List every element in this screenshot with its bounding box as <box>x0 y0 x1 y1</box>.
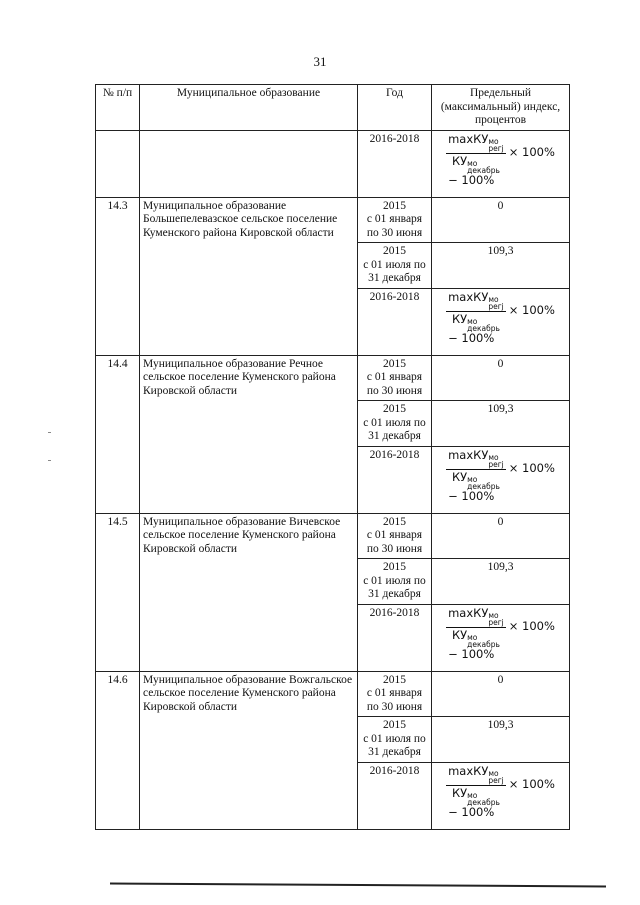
continuation-num-cell <box>96 130 140 197</box>
continuation-year: 2016-2018 <box>358 130 432 197</box>
period-year <box>358 288 432 355</box>
year-range: с 01 июля по 31 декабря <box>363 258 426 284</box>
table-row <box>96 197 570 243</box>
index-formula: maxКУ мо регj КУ мо декабрь × 100% − 100% <box>448 447 555 503</box>
period-year <box>358 559 432 605</box>
municipality-name: Муниципальное образование Вожгальское сельское поселение Куменского района Кировской области <box>140 671 358 829</box>
period-year <box>358 762 432 829</box>
period-year <box>358 513 432 559</box>
index-value: 0 <box>432 197 570 243</box>
index-value: 109,3 <box>432 717 570 763</box>
continuation-name-cell <box>140 130 358 197</box>
year-value: 2015 <box>383 357 406 370</box>
municipality-name: Муниципальное образование Вичевское сельское поселение Куменского района Кировской области <box>140 513 358 671</box>
row-number: 14.4 <box>96 355 140 513</box>
header-year: Год <box>358 85 432 131</box>
table-row <box>96 671 570 717</box>
row-number: 14.6 <box>96 671 140 829</box>
period-year <box>358 355 432 401</box>
index-formula: maxКУ мо регj КУ мо декабрь × 100% − 100% <box>448 289 555 345</box>
period-year <box>358 717 432 763</box>
year-value: 2015 <box>383 719 406 731</box>
year-value: 2016-2018 <box>369 764 420 777</box>
year-value: 2015 <box>383 561 406 573</box>
table-row <box>96 355 570 401</box>
index-value: 0 <box>432 671 570 717</box>
table-row <box>96 513 570 559</box>
period-year <box>358 604 432 671</box>
header-index: Предельный (максимальный) индекс, процентов <box>432 85 570 131</box>
year-range: с 01 января по 30 июня <box>366 371 423 397</box>
index-formula: maxКУ мо регj КУ мо декабрь × 100% − 100% <box>448 131 555 187</box>
year-value: 2015 <box>383 245 406 257</box>
index-formula: maxКУ мо регj КУ мо декабрь × 100% − 100% <box>448 763 555 819</box>
index-formula: maxКУ мо регj КУ мо декабрь × 100% − 100% <box>448 605 555 661</box>
index-formula-cell <box>432 446 570 513</box>
year-value: 2016-2018 <box>369 448 420 461</box>
continuation-formula <box>432 130 570 197</box>
year-value: 2015 <box>383 673 406 686</box>
year-range: с 01 июля по 31 декабря <box>363 574 426 600</box>
period-year <box>358 197 432 243</box>
index-value: 0 <box>432 355 570 401</box>
year-value: 2015 <box>383 403 406 415</box>
municipality-name: Муниципальное образование Речное сельское поселение Куменского района Кировской области <box>140 355 358 513</box>
header-row <box>96 85 570 131</box>
header-num: № п/п <box>96 85 140 131</box>
index-table <box>95 84 570 830</box>
page-number: 31 <box>313 54 327 69</box>
index-value: 109,3 <box>432 243 570 289</box>
year-value: 2015 <box>383 515 406 528</box>
municipality-name: Муниципальное образование Большепелевазское сельское поселение Куменского района Кировской области <box>140 197 358 355</box>
index-formula-cell <box>432 288 570 355</box>
index-value: 109,3 <box>432 559 570 605</box>
margin-mark <box>48 460 51 461</box>
header-municipality: Муниципальное образование <box>140 85 358 131</box>
margin-mark <box>48 432 51 433</box>
year-value: 2015 <box>383 199 406 212</box>
year-range: с 01 января по 30 июня <box>366 213 423 239</box>
period-year <box>358 446 432 513</box>
index-value: 109,3 <box>432 401 570 447</box>
year-value: 2016-2018 <box>369 606 420 619</box>
page-bottom-line <box>110 882 606 887</box>
index-formula-cell <box>432 604 570 671</box>
period-year <box>358 243 432 289</box>
index-value: 0 <box>432 513 570 559</box>
year-range: с 01 июля по 31 декабря <box>363 416 426 442</box>
row-number: 14.3 <box>96 197 140 355</box>
period-year <box>358 401 432 447</box>
continuation-row <box>96 130 570 197</box>
index-formula-cell <box>432 762 570 829</box>
year-value: 2016-2018 <box>369 290 420 303</box>
period-year <box>358 671 432 717</box>
year-range: с 01 января по 30 июня <box>366 529 423 555</box>
year-range: с 01 июля по 31 декабря <box>363 732 426 758</box>
year-range: с 01 января по 30 июня <box>366 687 423 713</box>
row-number: 14.5 <box>96 513 140 671</box>
